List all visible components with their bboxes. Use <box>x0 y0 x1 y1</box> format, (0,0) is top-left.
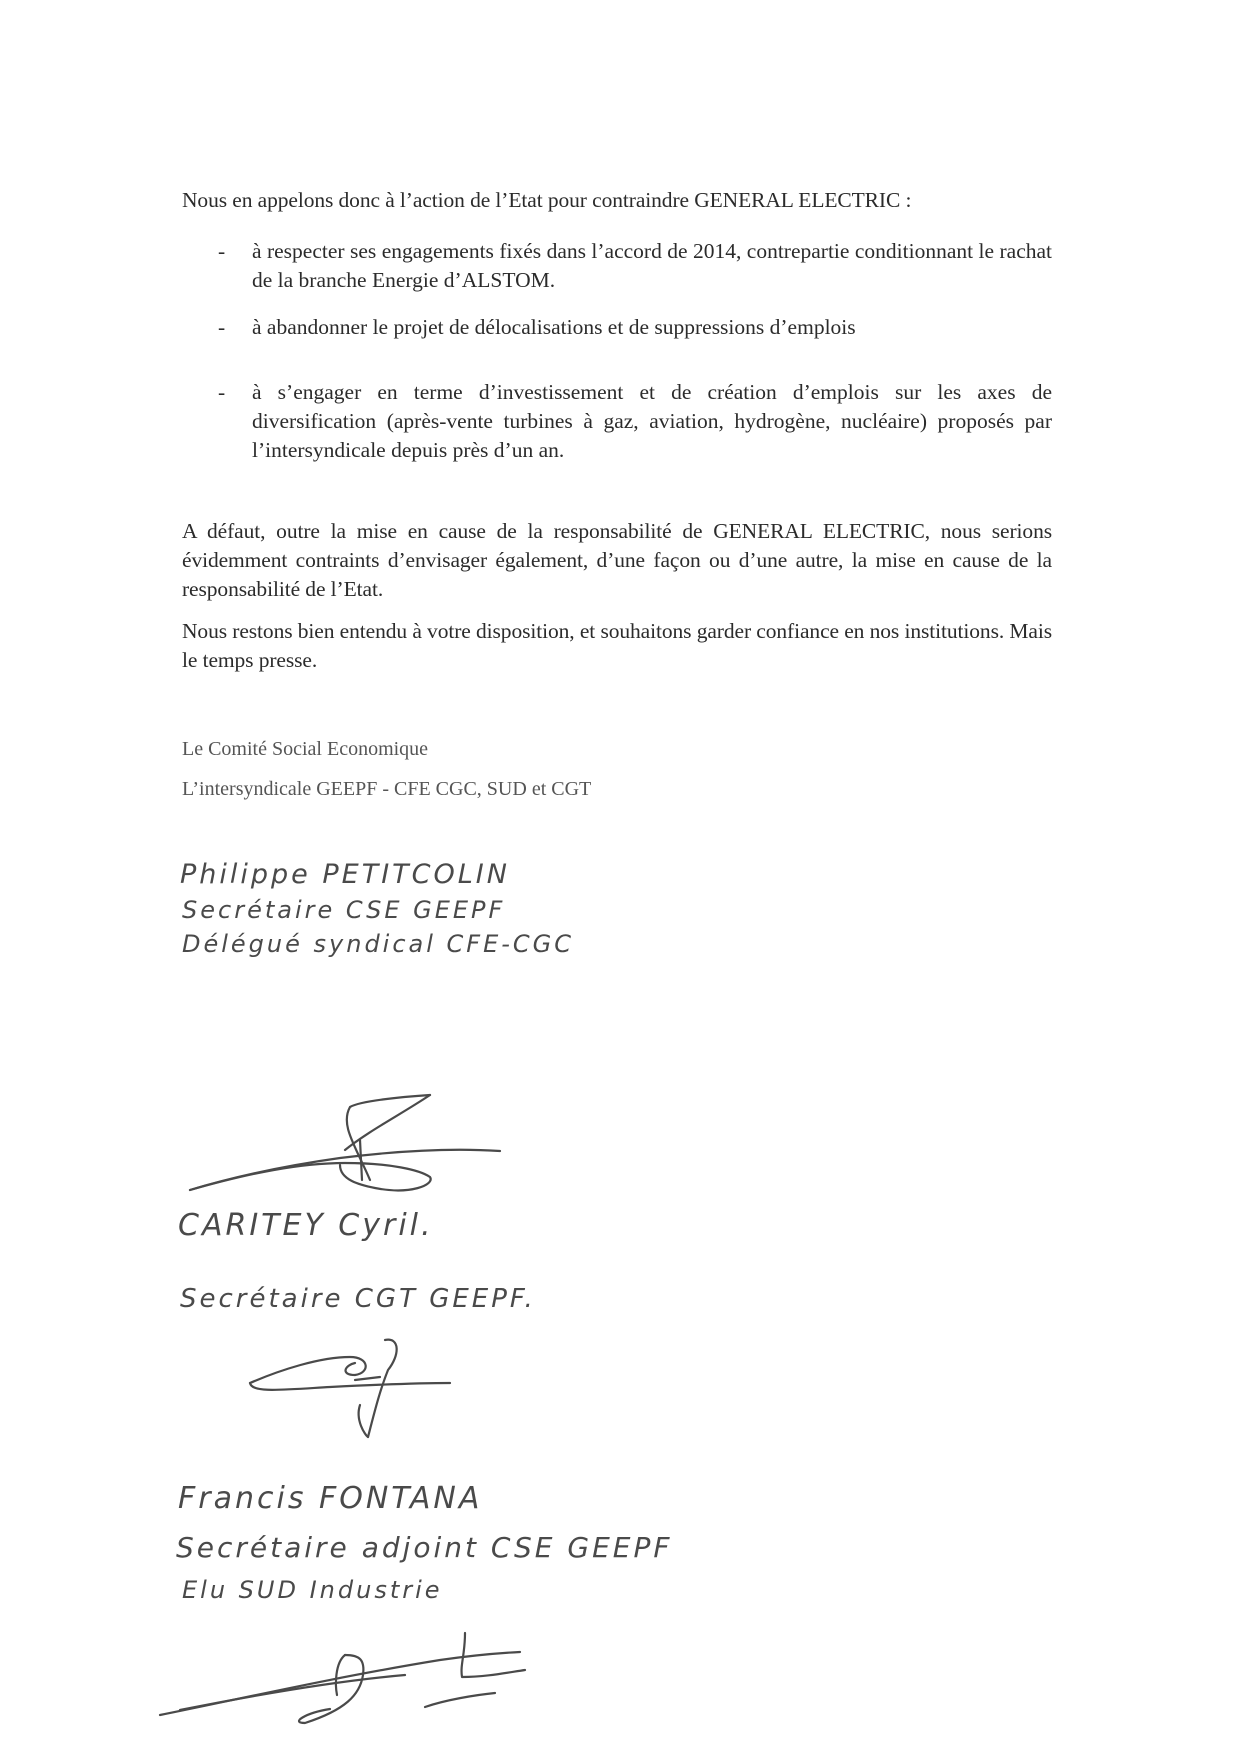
signatory-name: Francis FONTANA <box>178 1481 483 1516</box>
committee-name: Le Comité Social Economique <box>182 738 429 760</box>
bullet-dash: - <box>218 315 226 339</box>
signatory-role: Secrétaire CGT GEEPF. <box>180 1284 536 1314</box>
unions-name: L’intersyndicale GEEPF - CFE CGC, SUD et CGT <box>182 778 592 800</box>
signature-3 <box>155 1615 535 1725</box>
demand-text: à respecter ses engagements fixés dans l’accord de 2014, contrepartie conditionnant le rachat de la branche Energie d’ALSTOM. <box>252 239 1052 292</box>
signatory-role: Délégué syndical CFE-CGC <box>182 930 575 958</box>
intro-paragraph: Nous en appelons donc à l’action de l’Etat pour contraindre GENERAL ELECTRIC : <box>182 188 912 212</box>
signatory-name: CARITEY Cyril. <box>178 1208 434 1243</box>
signatory-role: Secrétaire adjoint CSE GEEPF <box>176 1531 673 1564</box>
signature-2 <box>240 1335 480 1445</box>
demand-text: à s’engager en terme d’investissement et de création d’emplois sur les axes de diversification (après-vente turbines à gaz, aviation, hydrogène, nucléaire) proposés par l’intersyndicale depuis près d’un an. <box>252 380 1052 462</box>
signature-1 <box>180 1085 520 1195</box>
signatory-name: Philippe PETITCOLIN <box>180 859 510 890</box>
bullet-dash: - <box>218 239 226 263</box>
demand-text: à abandonner le projet de délocalisations et de suppressions d’emplois <box>252 315 856 339</box>
default-paragraph: A défaut, outre la mise en cause de la responsabilité de GENERAL ELECTRIC, nous serions évidemment contraints d’envisager également, d’une façon ou d’une autre, la mise en cause de la responsabilité de l’Etat. <box>182 519 1052 601</box>
signatory-role: Elu SUD Industrie <box>182 1576 443 1604</box>
bullet-dash: - <box>218 380 226 404</box>
signatory-role: Secrétaire CSE GEEPF <box>182 896 506 924</box>
closing-paragraph: Nous restons bien entendu à votre disposition, et souhaitons garder confiance en nos institutions. Mais le temps presse. <box>182 619 1052 672</box>
